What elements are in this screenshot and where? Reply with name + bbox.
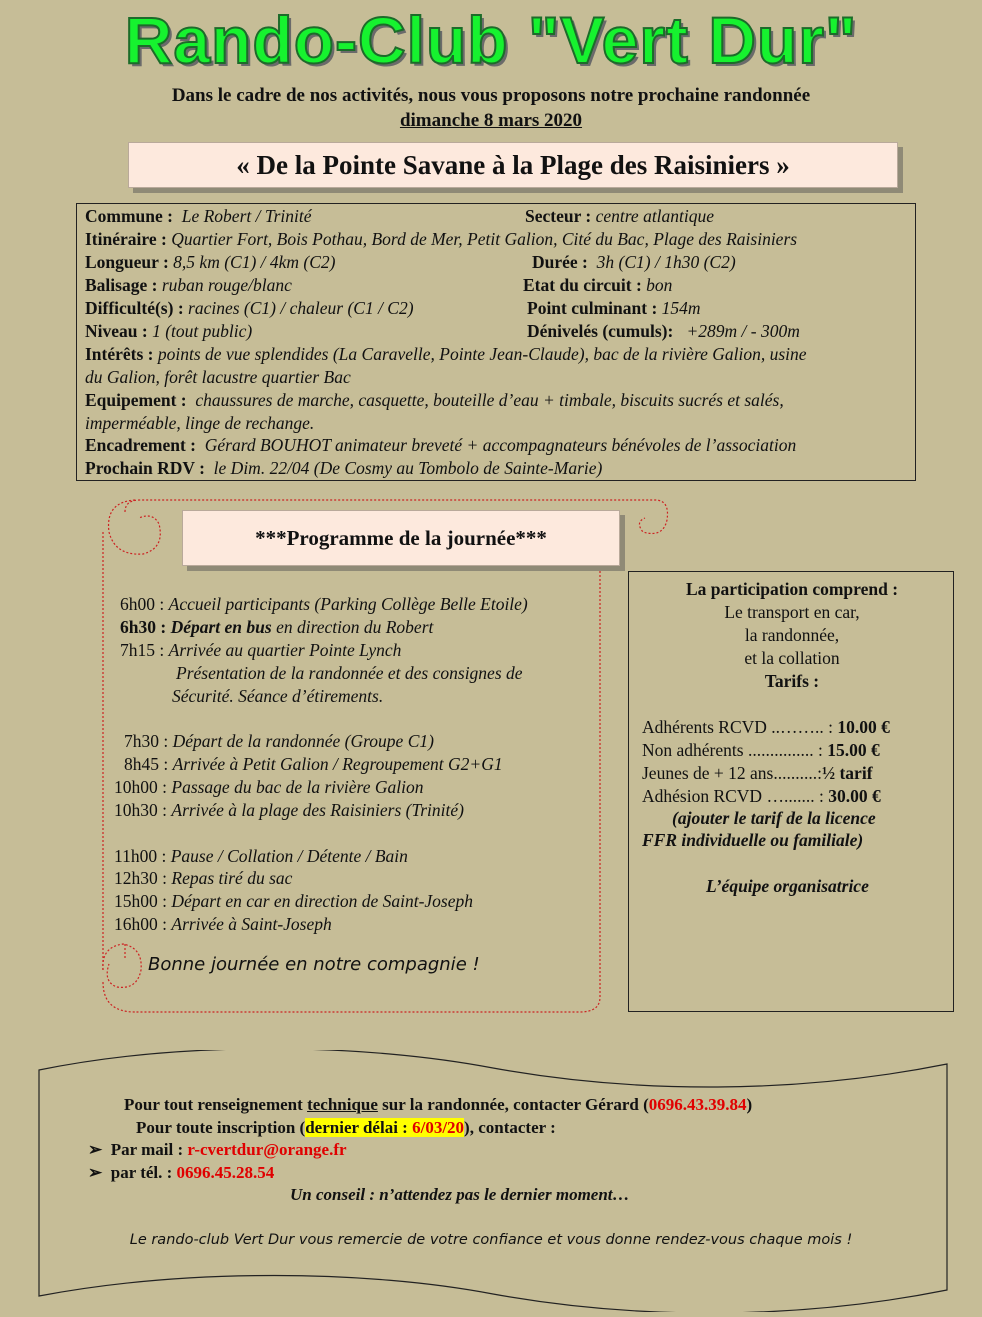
programme-item: [172, 686, 383, 707]
licence-note-1: (ajouter le tarif de la licence: [672, 808, 876, 828]
programme-text: Arrivée à Saint-Joseph: [171, 914, 332, 934]
programme-time: 8h45 :: [124, 754, 169, 774]
programme-time: 15h00 :: [114, 891, 167, 911]
tarif-row: Jeunes de + 12 ans..........:½ tarif: [642, 763, 873, 783]
mail-line: ➢ Par mail : r-cvertdur@orange.fr: [88, 1140, 347, 1159]
inscription-line: Pour toute inscription (dernier délai : 6/03/20), contacter :: [136, 1118, 556, 1137]
commune-row: Commune : Le Robert / Trinité: [85, 206, 312, 226]
equipement-row: Equipement : chaussures de marche, casquette, bouteille d’eau + timbale, biscuits sucrés et salés,: [85, 390, 784, 410]
arrow-bullet-icon: ➢: [88, 1163, 103, 1182]
participation-heading: La participation comprend :: [685, 579, 899, 599]
etat-row: Etat du circuit : bon: [523, 275, 673, 295]
programme-time: 10h00 :: [114, 777, 167, 797]
programme-text: Arrivée à la plage des Raisiniers (Trinité): [171, 800, 464, 820]
programme-text: Arrivée au quartier Pointe Lynch: [168, 640, 402, 660]
inclusion-rando: la randonnée,: [744, 625, 840, 645]
programme-time: 16h00 :: [114, 914, 167, 934]
interets-row-2: du Galion, forêt lacustre quartier Bac: [85, 367, 351, 387]
programme-time: 7h30 :: [124, 731, 169, 751]
thanks-text: Le rando-club Vert Dur vous remercie de votre confiance et vous donne rendez-vous chaque mois !: [129, 1232, 853, 1248]
encadrement-row: Encadrement : Gérard BOUHOT animateur breveté + accompagnateurs bénévoles de l’association: [85, 435, 797, 455]
hike-title-banner: « De la Pointe Savane à la Plage des Raisiniers »: [128, 142, 898, 188]
difficulte-row: Difficulté(s) : racines (C1) / chaleur (C1 / C2): [85, 298, 414, 318]
arrow-bullet-icon: ➢: [88, 1140, 103, 1159]
programme-heading: ***Programme de la journée***: [182, 510, 620, 566]
programme-text: Départ de la randonnée (Groupe C1): [172, 731, 434, 751]
programme-item: [176, 663, 523, 684]
tarif-row: Non adhérents ............... : 15.00 €: [642, 740, 880, 760]
programme-time: 7h15 :: [120, 640, 165, 660]
equipement-row-2: imperméable, linge de rechange.: [85, 413, 315, 433]
programme-time: 6h00 :: [120, 594, 165, 614]
club-title: Rando-Club "Vert Dur": [124, 3, 858, 77]
hike-date: dimanche 8 mars 2020: [399, 110, 583, 131]
itineraire-row: Itinéraire : Quartier Fort, Bois Pothau, Bord de Mer, Petit Galion, Cité du Bac, Plage des Raisiniers: [85, 229, 798, 249]
contact-technique: Pour tout renseignement technique sur la randonnée, contacter Gérard (0696.43.39.84): [124, 1095, 753, 1114]
longueur-row: Longueur : 8,5 km (C1) / 4km (C2): [85, 252, 336, 272]
programme-text: Accueil participants (Parking Collège Belle Etoile): [168, 594, 528, 614]
gerard-phone: 0696.43.39.84: [648, 1095, 747, 1114]
programme-item: [114, 891, 473, 912]
programme-time: 6h30 :: [120, 617, 167, 637]
programme-text: Pause / Collation / Détente / Bain: [170, 846, 408, 866]
interets-row: Intérêts : points de vue splendides (La Caravelle, Pointe Jean-Claude), bac de la rivière Galion, usine: [85, 344, 807, 364]
programme-time: 12h30 :: [114, 868, 167, 888]
programme-item: [124, 754, 503, 775]
programme-text: Départ en car en direction de Saint-Joseph: [171, 891, 474, 911]
programme-item: [114, 914, 332, 935]
programme-text: Présentation de la randonnée et des consignes de: [176, 663, 523, 683]
programme-item: [120, 594, 528, 615]
advice-text: Un conseil : n’attendez pas le dernier moment…: [290, 1185, 630, 1204]
programme-item: [120, 617, 433, 638]
programme-text: Passage du bac de la rivière Galion: [171, 777, 424, 797]
inclusion-transport: Le transport en car,: [724, 602, 860, 622]
programme-item: [114, 777, 423, 798]
intro-text: Dans le cadre de nos activités, nous vous proposons notre prochaine randonnée: [171, 85, 811, 106]
deniveles-row: Dénivelés (cumuls): +289m / - 300m: [527, 321, 800, 341]
programme-item: [124, 731, 434, 752]
tarifs-box: [628, 571, 954, 1012]
tarifs-label: Tarifs :: [764, 671, 820, 691]
rdv-row: Prochain RDV : le Dim. 22/04 (De Cosmy au Tombolo de Sainte-Marie): [85, 458, 603, 478]
inclusion-collation: et la collation: [744, 648, 840, 668]
licence-note-2: FFR individuelle ou familiale): [642, 830, 864, 850]
tel-line: ➢ par tél. : 0696.45.28.54: [88, 1163, 275, 1182]
programme-text: Arrivée à Petit Galion / Regroupement G2+G1: [172, 754, 503, 774]
programme-item: [114, 868, 292, 889]
culminant-row: Point culminant : 154m: [527, 298, 701, 318]
deadline-highlight: dernier délai : 6/03/20: [305, 1118, 465, 1137]
hike-info-box: [76, 203, 916, 481]
contact-email[interactable]: r-cvertdur@orange.fr: [187, 1140, 347, 1159]
tarif-row: Adhésion RCVD …....... : 30.00 €: [642, 786, 881, 806]
intro-date-row: [0, 110, 982, 132]
programme-closing: Bonne journée en notre compagnie !: [148, 954, 480, 975]
programme-item: [114, 800, 464, 821]
balisage-row: Balisage : ruban rouge/blanc: [85, 275, 292, 295]
programme-time: 10h30 :: [114, 800, 167, 820]
tarif-row: Adhérents RCVD ..…….. : 10.00 €: [642, 717, 890, 737]
contact-phone[interactable]: 0696.45.28.54: [176, 1163, 275, 1182]
programme-text: Repas tiré du sac: [171, 868, 293, 888]
organising-team: L’équipe organisatrice: [706, 876, 869, 896]
programme-text: en direction du Robert: [271, 617, 434, 637]
programme-item: [120, 640, 401, 661]
programme-text: Sécurité. Séance d’étirements.: [172, 686, 384, 706]
secteur-row: Secteur : centre atlantique: [525, 206, 715, 226]
niveau-row: Niveau : 1 (tout public): [85, 321, 253, 341]
duree-row: Durée : 3h (C1) / 1h30 (C2): [532, 252, 736, 272]
programme-bold-text: Départ en bus: [170, 617, 272, 637]
programme-item: [114, 846, 408, 867]
programme-time: 11h00 :: [114, 846, 167, 866]
